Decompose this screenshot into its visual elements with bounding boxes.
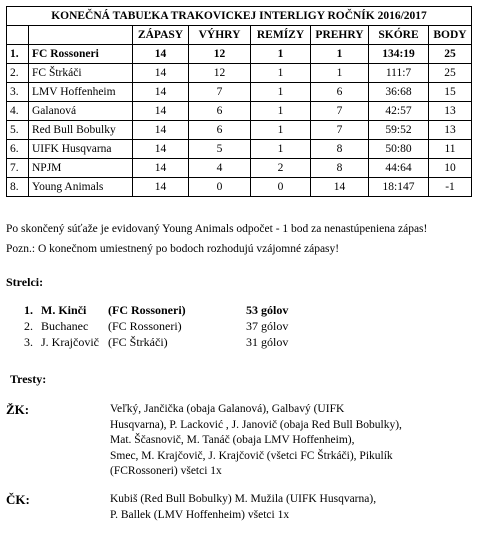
- stat-cell: 13: [429, 121, 472, 140]
- stat-cell: 14: [133, 121, 189, 140]
- stat-cell: 42:57: [369, 102, 429, 121]
- scorer-name: Buchanec: [41, 319, 89, 333]
- table-row: [7, 140, 472, 159]
- note-tiebreak: Pozn.: O konečnom umiestnený po bodoch rozhodujú vzájomné zápasy!: [6, 243, 340, 255]
- stat-cell: 11: [429, 140, 472, 159]
- header-cell: [29, 26, 133, 45]
- rank-cell: 6.: [7, 140, 29, 159]
- penalty-line: Veľký, Jančička (obaja Galanová), Galbavý (UIFK: [110, 403, 345, 415]
- team-cell: UIFK Husqvarna: [29, 140, 133, 159]
- header-cell: SKÓRE: [369, 26, 429, 45]
- team-cell: NPJM: [29, 159, 133, 178]
- table-row: [7, 45, 472, 64]
- stat-cell: 59:52: [369, 121, 429, 140]
- rank-cell: 2.: [7, 64, 29, 83]
- scorer-team: (FC Rossoneri): [108, 303, 186, 317]
- stat-cell: 12: [189, 45, 251, 64]
- team-cell: FC Rossoneri: [29, 45, 133, 64]
- red-cards-list: [110, 492, 460, 523]
- stat-cell: 6: [189, 121, 251, 140]
- stat-cell: 1: [251, 83, 311, 102]
- stat-cell: 8: [311, 159, 369, 178]
- stat-cell: 14: [133, 159, 189, 178]
- scorer-rank: 1.: [24, 303, 33, 317]
- penalties-heading: Tresty:: [10, 372, 47, 386]
- team-cell: Red Bull Bobulky: [29, 121, 133, 140]
- stat-cell: 6: [311, 83, 369, 102]
- stat-cell: 15: [429, 83, 472, 102]
- stat-cell: 1: [311, 45, 369, 64]
- penalty-line: Smec, M. Krajčovič, J. Krajčovič (všetci FC Štrkáči), Pikulík: [110, 449, 393, 462]
- stat-cell: 4: [189, 159, 251, 178]
- table-row: [7, 64, 472, 83]
- scorer-name: J. Krajčovič: [41, 335, 99, 349]
- stat-cell: 36:68: [369, 83, 429, 102]
- stat-cell: 13: [429, 102, 472, 121]
- penalty-line: (FCRossoneri) všetci 1x: [110, 465, 222, 477]
- header-cell: PREHRY: [311, 26, 369, 45]
- stat-cell: 14: [133, 64, 189, 83]
- stat-cell: 5: [189, 140, 251, 159]
- stat-cell: 44:64: [369, 159, 429, 178]
- scorer-goals: 31 gólov: [246, 335, 289, 349]
- rank-cell: 8.: [7, 178, 29, 197]
- stat-cell: 14: [133, 83, 189, 102]
- rank-cell: 7.: [7, 159, 29, 178]
- table-row: [7, 83, 472, 102]
- stat-cell: 14: [133, 45, 189, 64]
- yellow-cards-list: [110, 402, 460, 480]
- penalty-line: P. Ballek (LMV Hoffenheim) všetci 1x: [110, 508, 290, 521]
- team-cell: LMV Hoffenheim: [29, 83, 133, 102]
- stat-cell: 7: [311, 121, 369, 140]
- penalty-line: Mat. Ščasnovič, M. Tanáč (obaja LMV Hoffenheim),: [110, 434, 355, 446]
- stat-cell: 14: [133, 178, 189, 197]
- header-cell: REMÍZY: [251, 26, 311, 45]
- stat-cell: 1: [251, 121, 311, 140]
- stat-cell: 1: [251, 64, 311, 83]
- table-row: [7, 121, 472, 140]
- stat-cell: 12: [189, 64, 251, 83]
- header-cell: BODY: [429, 26, 472, 45]
- scorer-goals: 37 gólov: [246, 319, 289, 333]
- table-row: [7, 159, 472, 178]
- scorer-name: M. Kinči: [41, 303, 87, 317]
- stat-cell: 0: [251, 178, 311, 197]
- stat-cell: 6: [189, 102, 251, 121]
- red-cards-label: ČK:: [6, 492, 30, 507]
- scorer-rank: 2.: [24, 319, 33, 333]
- note-deduction: Po skončený súťaže je evidovaný Young Animals odpočet - 1 bod za nenastúpeniena zápas!: [6, 223, 428, 235]
- scorers-heading: Strelci:: [6, 275, 44, 289]
- yellow-cards-label: ŽK:: [6, 402, 30, 417]
- penalty-line: Husqvarna), P. Lacković , J. Janovič (obaja Red Bull Bobulky),: [110, 418, 402, 431]
- table-title: KONEČNÁ TABUĽKA TRAKOVICKEJ INTERLIGY ROČNÍK 2016/2017: [7, 7, 472, 26]
- penalty-line: Kubiš (Red Bull Bobulky) M. Mužila (UIFK Husqvarna),: [110, 493, 377, 505]
- stat-cell: -1: [429, 178, 472, 197]
- stat-cell: 10: [429, 159, 472, 178]
- rank-cell: 1.: [7, 45, 29, 64]
- stat-cell: 1: [251, 102, 311, 121]
- table-row: [7, 102, 472, 121]
- stat-cell: 134:19: [369, 45, 429, 64]
- team-cell: FC Štrkáči: [29, 64, 133, 83]
- stat-cell: 0: [189, 178, 251, 197]
- stat-cell: 1: [251, 140, 311, 159]
- header-cell: VÝHRY: [189, 26, 251, 45]
- header-cell: ZÁPASY: [133, 26, 189, 45]
- stat-cell: 111:7: [369, 64, 429, 83]
- table-row: [7, 178, 472, 197]
- stat-cell: 8: [311, 140, 369, 159]
- stat-cell: 2: [251, 159, 311, 178]
- stat-cell: 50:80: [369, 140, 429, 159]
- rank-cell: 5.: [7, 121, 29, 140]
- stat-cell: 1: [251, 45, 311, 64]
- scorer-rank: 3.: [24, 335, 33, 349]
- stat-cell: 7: [189, 83, 251, 102]
- scorer-team: (FC Štrkáči): [108, 335, 168, 349]
- scorer-team: (FC Rossoneri): [108, 319, 182, 333]
- stat-cell: 18:147: [369, 178, 429, 197]
- stat-cell: 1: [311, 64, 369, 83]
- rank-cell: 4.: [7, 102, 29, 121]
- stat-cell: 25: [429, 64, 472, 83]
- stat-cell: 25: [429, 45, 472, 64]
- stat-cell: 7: [311, 102, 369, 121]
- team-cell: Galanová: [29, 102, 133, 121]
- table-header-row: [7, 26, 472, 45]
- stat-cell: 14: [133, 140, 189, 159]
- league-table: [6, 6, 472, 197]
- stat-cell: 14: [133, 102, 189, 121]
- header-cell: [7, 26, 29, 45]
- rank-cell: 3.: [7, 83, 29, 102]
- scorer-goals: 53 gólov: [246, 303, 289, 317]
- team-cell: Young Animals: [29, 178, 133, 197]
- stat-cell: 14: [311, 178, 369, 197]
